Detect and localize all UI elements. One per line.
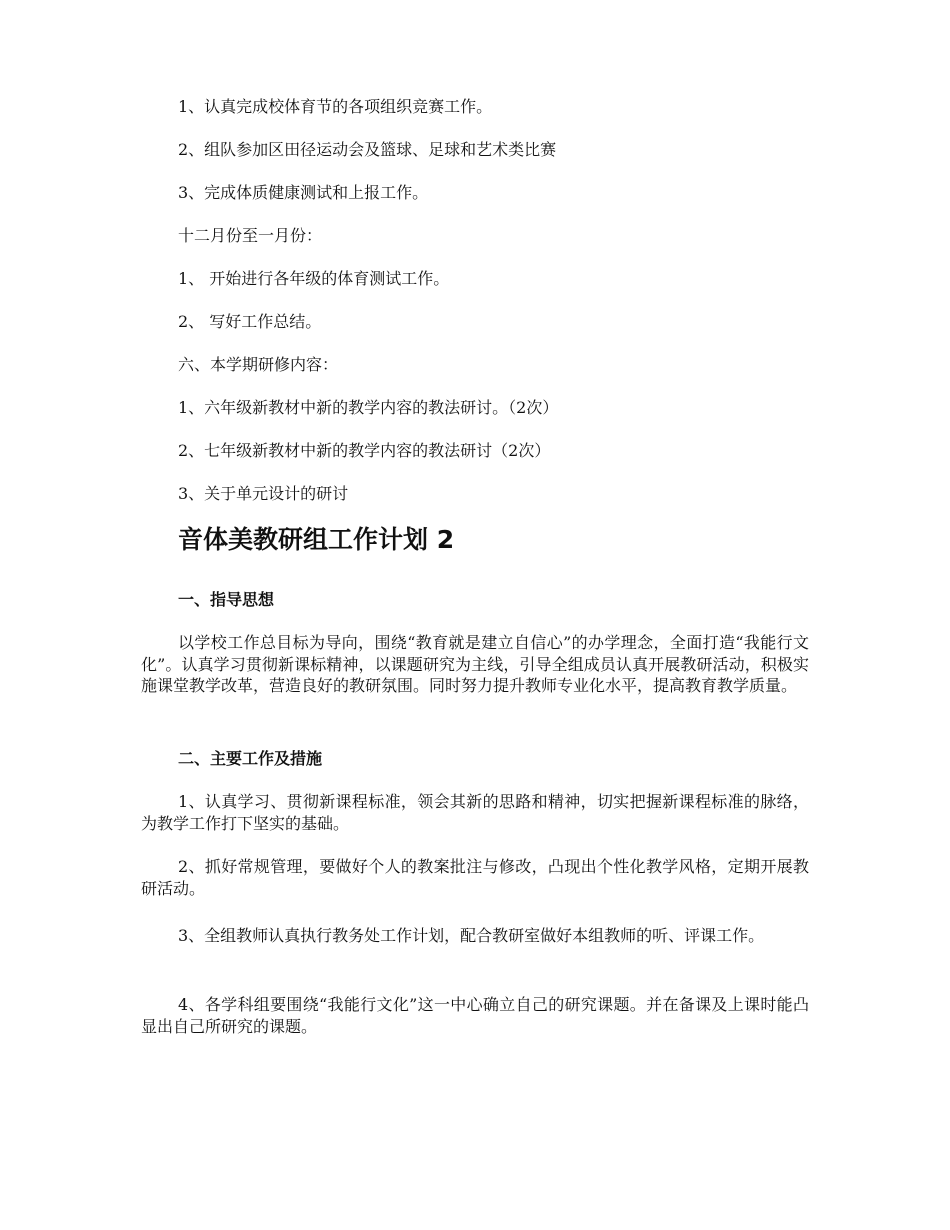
document-title: 音体美教研组工作计划 2 <box>178 525 455 554</box>
paragraph-item: 1、认真学习、贯彻新课程标准，领会其新的思路和精神，切实把握新课程标准的脉络，为教学工作打下坚实的基础。 <box>141 792 809 833</box>
paragraph-item: 4、各学科组要围绕“我能行文化”这一中心确立自己的研究课题。并在备课及上课时能凸显出自己所研究的课题。 <box>141 995 809 1036</box>
list-item: 1、六年级新教材中新的教学内容的教法研讨。（2次） <box>178 398 559 417</box>
paragraph-item: 3、全组教师认真执行教务处工作计划，配合教研室做好本组教师的听、评课工作。 <box>178 926 765 945</box>
list-item: 2、 写好工作总结。 <box>178 312 322 331</box>
list-item: 2、组队参加区田径运动会及篮球、足球和艺术类比赛 <box>178 140 557 159</box>
list-item: 3、完成体质健康测试和上报工作。 <box>178 183 429 202</box>
list-item: 1、 开始进行各年级的体育测试工作。 <box>178 269 450 288</box>
paragraph-item: 2、抓好常规管理，要做好个人的教案批注与修改，凸现出个性化教学风格，定期开展教研活动。 <box>141 857 809 898</box>
list-item: 3、关于单元设计的研讨 <box>178 484 349 503</box>
paragraph-guiding-ideology: 以学校工作总目标为导向，围绕“教育就是建立自信心”的办学理念，全面打造“我能行文化”。认真学习贯彻新课标精神，以课题研究为主线，引导全组成员认真开展教研活动，积极实施课堂教学改革，营造良好的教研氛围。同时努力提升教师专业化水平，提高教育教学质量。 <box>141 633 809 695</box>
list-item: 2、七年级新教材中新的教学内容的教法研讨（2次） <box>178 441 551 460</box>
section-label: 六、本学期研修内容： <box>178 355 339 374</box>
month-label: 十二月份至一月份： <box>178 226 323 245</box>
section-heading-main-work: 二、主要工作及措施 <box>178 749 323 768</box>
section-heading-guiding-ideology: 一、指导思想 <box>178 590 275 609</box>
list-item: 1、认真完成校体育节的各项组织竞赛工作。 <box>178 97 493 116</box>
